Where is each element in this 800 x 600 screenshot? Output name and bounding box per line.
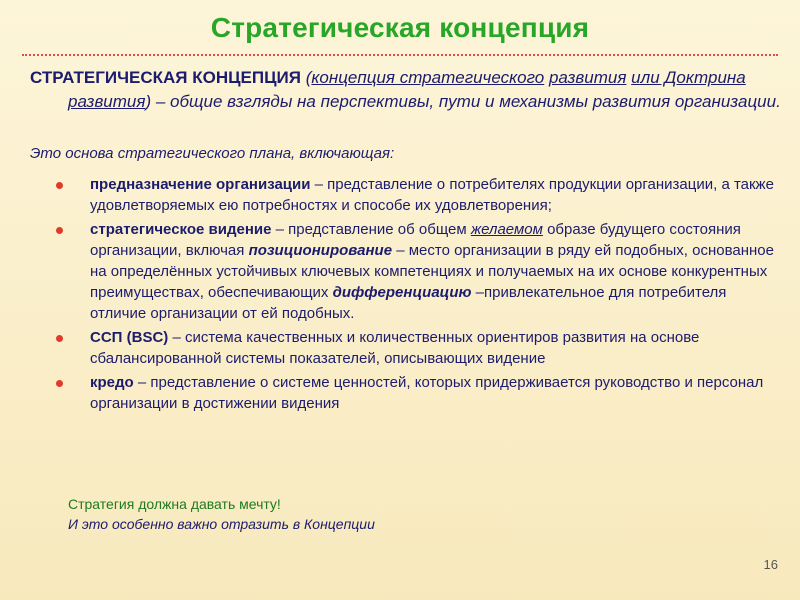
- item-term: предназначение организации: [90, 176, 311, 193]
- paren-close: ): [145, 92, 152, 111]
- list-item: [48, 327, 778, 369]
- item-text: – представление об общем: [271, 221, 471, 238]
- slide-title: Стратегическая концепция: [210, 12, 590, 43]
- emphasis-positioning: позиционирование: [248, 242, 393, 259]
- item-text: – место организации в ряду ей подобных, основанное на определённых устойчивых ключевых компетенциях и получаемых на их основе конкурентных преимуществах, обеспечивающих: [90, 242, 774, 301]
- item-term: ССП (BSC): [90, 329, 169, 346]
- paren-open: (: [300, 68, 312, 87]
- bullet-icon: [56, 380, 63, 387]
- item-text: –привлекательное для потребителя отличие организации от ей подобных.: [90, 284, 727, 322]
- list-item: [48, 174, 778, 216]
- emphasis-desired: желаемом: [470, 221, 543, 238]
- components-list: [48, 174, 778, 417]
- list-item: [48, 219, 778, 324]
- alt-name-1: концепция стратегического: [311, 68, 545, 87]
- title-divider: [22, 54, 778, 56]
- basis-line: Это основа стратегического плана, включающая:: [30, 145, 395, 162]
- item-term: стратегическое видение: [90, 221, 272, 238]
- item-term: кредо: [90, 374, 134, 391]
- intro-paragraph: [30, 66, 800, 114]
- bullet-icon: [56, 182, 63, 189]
- bullet-icon: [56, 227, 63, 234]
- intro-term: СТРАТЕГИЧЕСКАЯ КОНЦЕПЦИЯ: [30, 68, 301, 87]
- item-text: образе будущего состояния организации, включая: [90, 221, 741, 259]
- note-line-2: И это особенно важно отразить в Концепции: [68, 516, 375, 532]
- note-line-1: Стратегия должна давать мечту!: [68, 496, 281, 512]
- alt-name-2: развития: [548, 68, 627, 87]
- item-text: – представление о системе ценностей, которых придерживается руководство и персонал организации в достижении видения: [90, 374, 764, 412]
- emphasis-differentiation: дифференциацию: [332, 284, 472, 301]
- alt-name-3: или Доктрина развития: [68, 68, 746, 111]
- list-item: [48, 372, 778, 414]
- bullet-icon: [56, 335, 63, 342]
- page-number: 16: [763, 557, 778, 572]
- closing-note: [68, 494, 768, 534]
- item-text: – система качественных и количественных ориентиров развития на основе сбалансированной системы показателей, описывающих видение: [90, 329, 700, 367]
- intro-definition: – общие взгляды на перспективы, пути и механизмы развития организации.: [151, 92, 781, 111]
- item-text: – представление о потребителях продукции организации, а также удовлетворяемых ею потребностях и способе их удовлетворения;: [90, 176, 774, 214]
